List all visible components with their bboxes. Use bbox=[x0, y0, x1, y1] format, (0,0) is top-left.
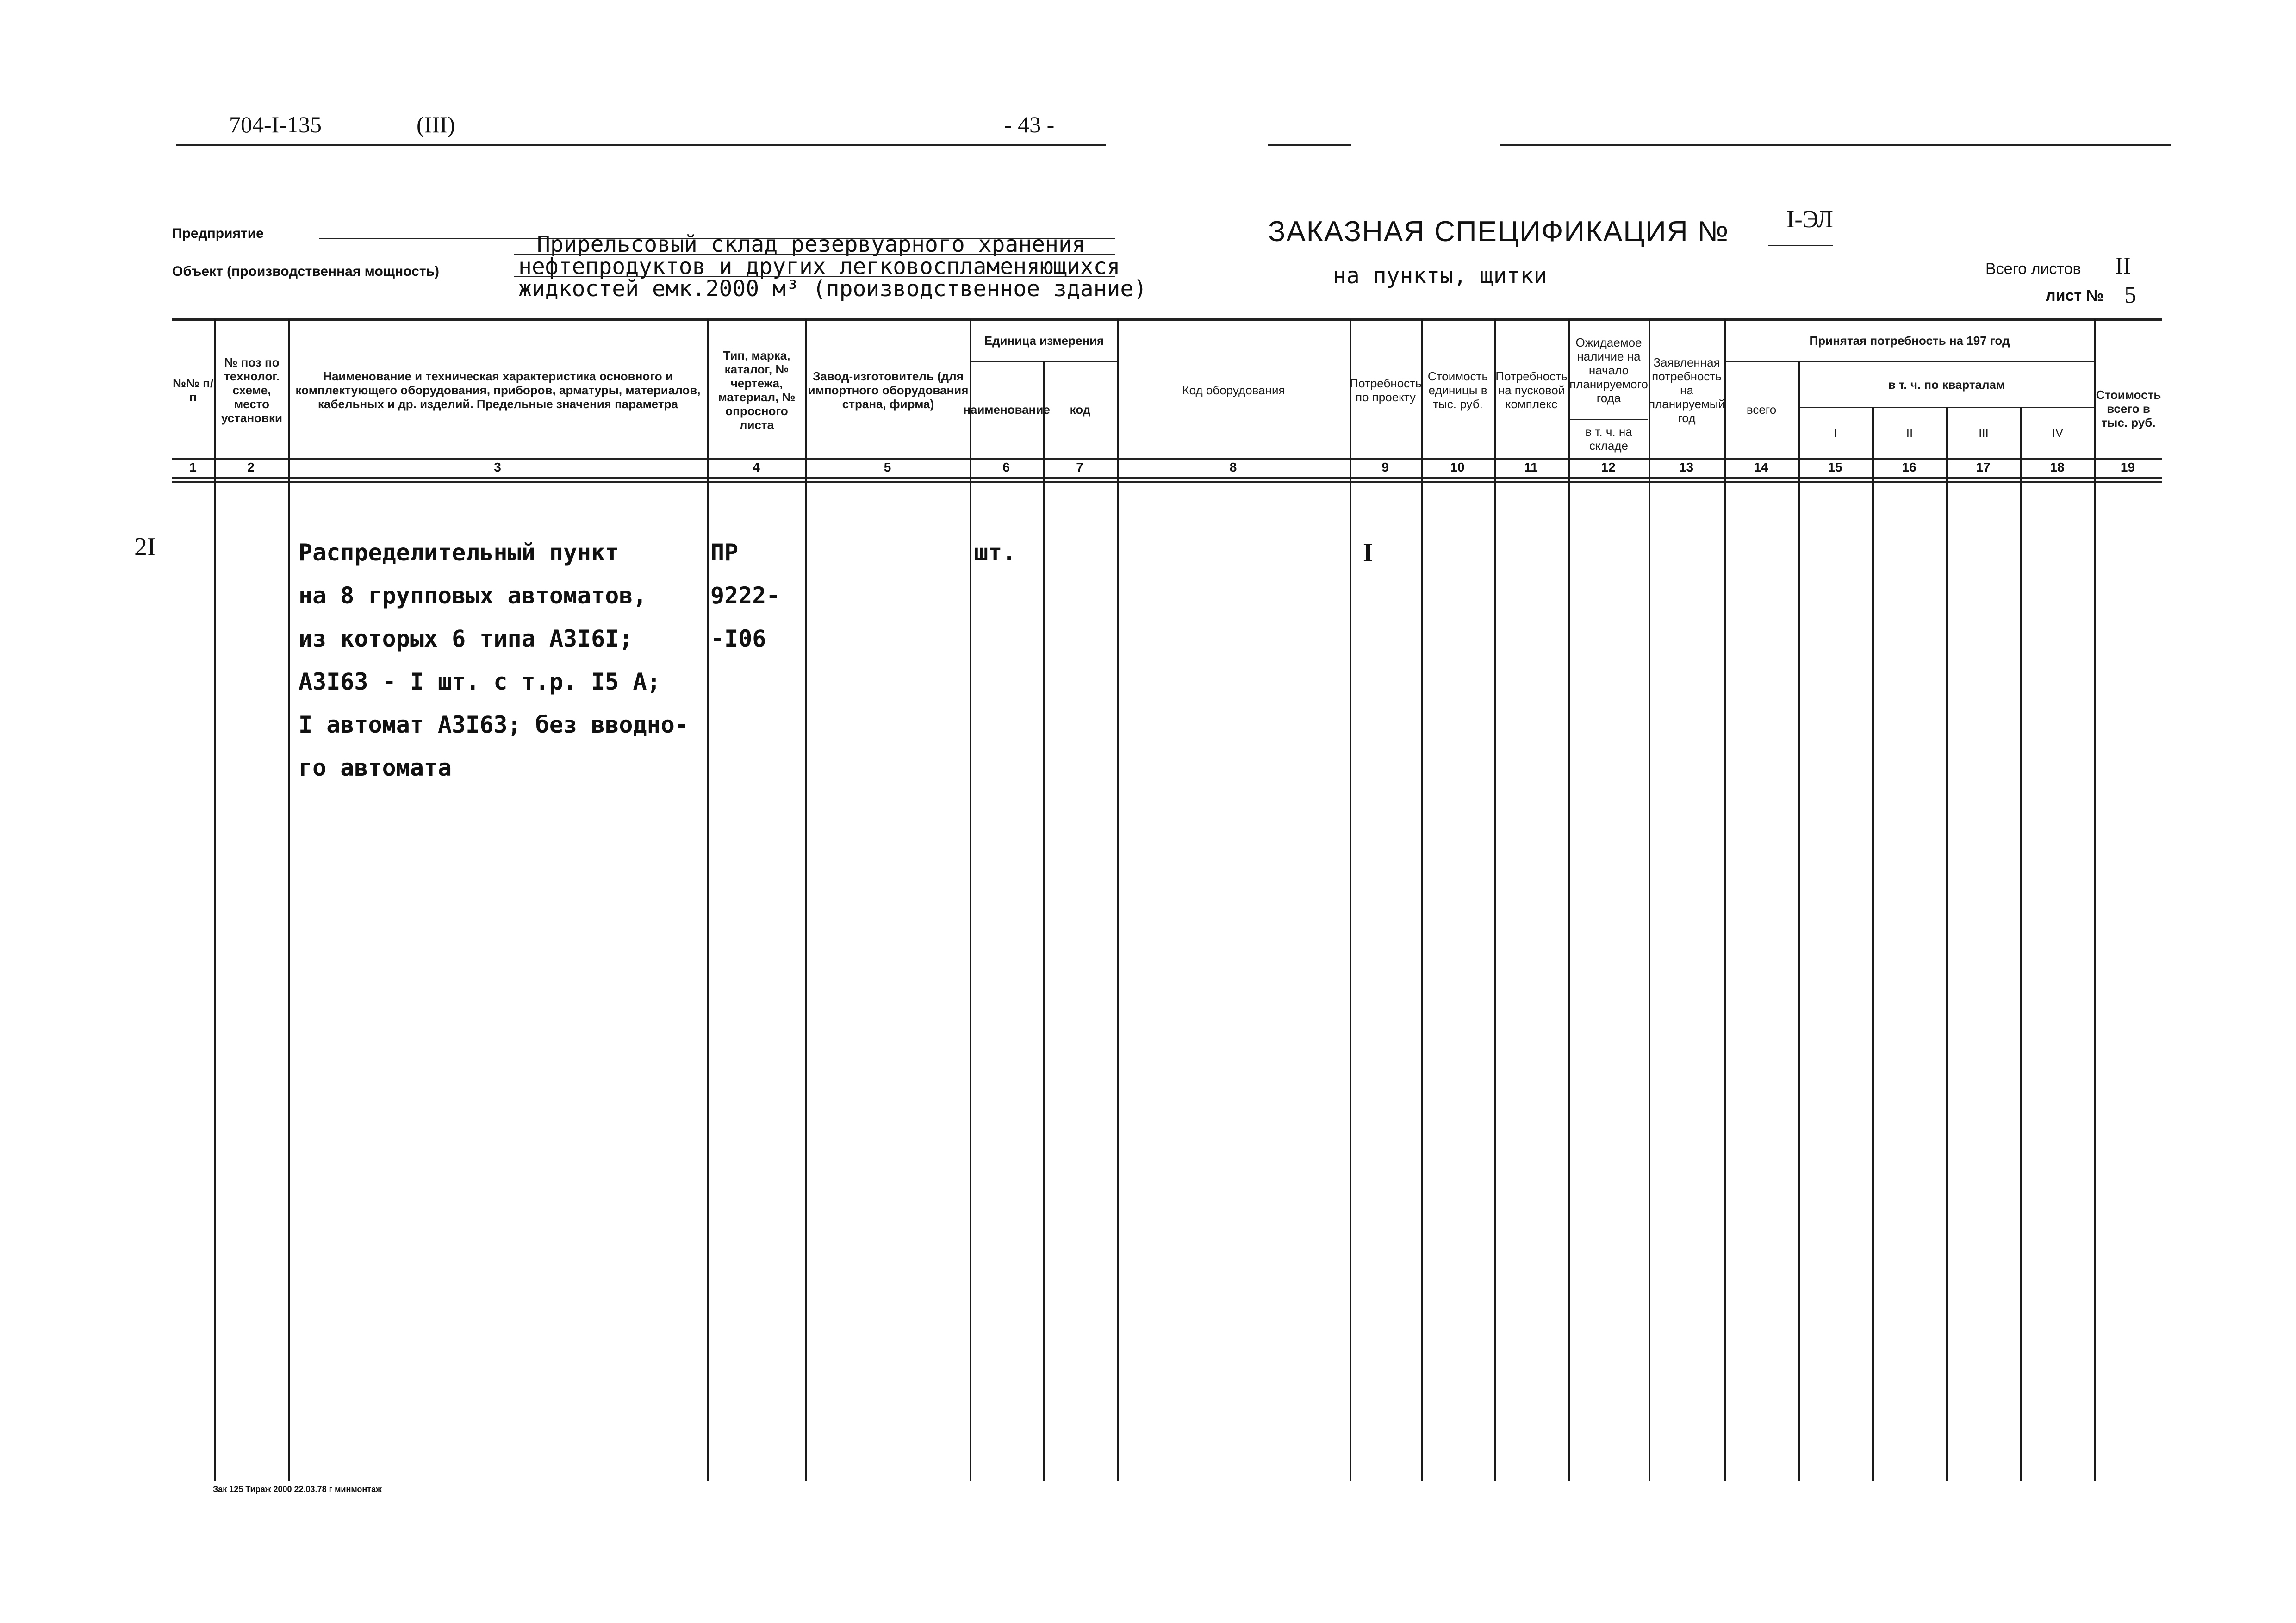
col-header-10: Стоимость единицы в тыс. руб. bbox=[1427, 369, 1488, 411]
col-line-16 bbox=[1946, 407, 1948, 1481]
col-header-6: наименование bbox=[963, 403, 1050, 417]
top-rule-2 bbox=[1268, 144, 1351, 146]
col-line-3 bbox=[707, 319, 709, 1481]
col-number-1: 1 bbox=[189, 460, 197, 474]
object-underline-1 bbox=[514, 254, 1115, 255]
col-line-2 bbox=[288, 319, 290, 1481]
col-line-6 bbox=[1043, 361, 1045, 1481]
object-label: Объект (производственная мощность) bbox=[172, 264, 439, 279]
col-line-5 bbox=[970, 319, 971, 1481]
stock-rule bbox=[1569, 419, 1648, 420]
sheet-value: 5 bbox=[2124, 282, 2136, 308]
col-header-4: Тип, марка, каталог, № чертежа, материал, № опросного листа bbox=[718, 348, 796, 432]
col-number-6: 6 bbox=[1002, 460, 1010, 474]
row-unit: шт. bbox=[974, 539, 1016, 566]
row-name-line-4: АЗI63 - I шт. с т.р. I5 А; bbox=[299, 668, 661, 695]
col-line-1 bbox=[214, 319, 216, 1481]
col-header-12: Ожидаемое наличие на начало планируемого года bbox=[1569, 336, 1648, 405]
total-sheets-label: Всего листов bbox=[1985, 260, 2081, 278]
col-line-14 bbox=[1798, 361, 1800, 1481]
row-type-line-1: ПР bbox=[710, 539, 739, 566]
col-number-15: 15 bbox=[1828, 460, 1842, 474]
enterprise-label: Предприятие bbox=[172, 226, 264, 241]
object-line-3: жидкостей емк.2000 м³ (производственное здание) bbox=[518, 276, 1147, 302]
page-number: - 43 - bbox=[1004, 112, 1055, 137]
row-name-line-6: го автомата bbox=[299, 754, 452, 781]
col-line-11 bbox=[1568, 319, 1570, 1481]
col-header-8: Код оборудования bbox=[1182, 383, 1285, 397]
col-header-3: Наименование и техническая характеристика основного и комплектующего оборудования, приборов, арматуры, материалов, кабельных и др. изделий. Предельные значения параметра bbox=[295, 369, 701, 411]
total-sheets-value: II bbox=[2115, 253, 2131, 279]
table-top-rule bbox=[172, 318, 2162, 321]
print-note: Зак 125 Тираж 2000 22.03.78 г минмонтаж bbox=[213, 1485, 382, 1494]
col-number-19: 19 bbox=[2120, 460, 2135, 474]
row-name-line-3: из которых 6 типа АЗI6I; bbox=[299, 625, 633, 652]
col-line-10 bbox=[1494, 319, 1496, 1481]
row-name-line-5: I автомат АЗI63; без вводно- bbox=[299, 711, 689, 738]
col-header-accepted-group: Принятая потребность на 197 год bbox=[1809, 334, 2010, 348]
col-header-1: №№ п/п bbox=[172, 376, 214, 404]
col-line-15 bbox=[1872, 407, 1874, 1481]
doc-part: (III) bbox=[417, 112, 455, 137]
col-number-3: 3 bbox=[494, 460, 501, 474]
spec-number: I-ЭЛ bbox=[1786, 206, 1833, 233]
col-header-7: код bbox=[1070, 403, 1091, 417]
col-header-5: Завод-изготовитель (для импортного оборудования страна, фирма) bbox=[808, 369, 969, 411]
header-numbers-bottom bbox=[172, 477, 2162, 479]
col-number-17: 17 bbox=[1976, 460, 1991, 474]
object-underline-2 bbox=[514, 276, 1115, 277]
col-header-14: всего bbox=[1746, 403, 1777, 417]
col-number-18: 18 bbox=[2050, 460, 2065, 474]
col-number-7: 7 bbox=[1076, 460, 1083, 474]
top-rule-3 bbox=[1500, 144, 2171, 146]
spec-subtitle: на пункты, щитки bbox=[1333, 263, 1547, 289]
col-number-5: 5 bbox=[884, 460, 891, 474]
top-rule bbox=[176, 144, 1106, 146]
col-number-16: 16 bbox=[1902, 460, 1916, 474]
col-header-13: Заявленная потребность на планируемый год bbox=[1649, 355, 1725, 425]
col-header-q1: I bbox=[1834, 426, 1837, 440]
col-header-19: Стоимость всего в тыс. руб. bbox=[2096, 387, 2161, 429]
col-number-14: 14 bbox=[1754, 460, 1768, 474]
doc-code: 704-I-135 bbox=[229, 112, 322, 137]
row-type-line-3: -I06 bbox=[710, 625, 766, 652]
col-header-2: № поз по технолог. схеме, место установки bbox=[221, 355, 283, 425]
col-header-unit-group: Единица измерения bbox=[984, 334, 1104, 348]
col-number-13: 13 bbox=[1679, 460, 1694, 474]
col-line-12 bbox=[1649, 319, 1650, 1481]
accepted-group-rule bbox=[1724, 361, 2094, 362]
col-header-q2: II bbox=[1906, 426, 1913, 440]
row-name-line-2: на 8 групповых автоматов, bbox=[299, 582, 647, 609]
col-number-10: 10 bbox=[1450, 460, 1465, 474]
object-line-2: нефтепродуктов и других легковоспламеняющихся bbox=[518, 254, 1120, 280]
col-line-9 bbox=[1421, 319, 1423, 1481]
body-top bbox=[172, 481, 2162, 483]
spec-number-underline bbox=[1768, 245, 1833, 246]
col-line-7 bbox=[1117, 319, 1119, 1481]
row-number: 2I bbox=[134, 533, 156, 561]
col-header-11: Потребность на пусковой комплекс bbox=[1495, 369, 1568, 411]
col-number-2: 2 bbox=[247, 460, 255, 474]
col-header-quarter-group: в т. ч. по кварталам bbox=[1888, 378, 2005, 392]
col-number-9: 9 bbox=[1381, 460, 1389, 474]
object-line-1: Прирельсовый склад резервуарного хранения bbox=[537, 231, 1085, 257]
spec-title: ЗАКАЗНАЯ СПЕЦИФИКАЦИЯ № bbox=[1268, 216, 1730, 248]
col-header-12b: в т. ч. на складе bbox=[1585, 425, 1632, 453]
col-header-q3: III bbox=[1979, 426, 1989, 440]
row-type-line-2: 9222- bbox=[710, 582, 780, 609]
row-name bbox=[299, 531, 689, 790]
col-number-8: 8 bbox=[1229, 460, 1237, 474]
row-type bbox=[710, 531, 780, 660]
row-name-line-1: Распределительный пункт bbox=[299, 539, 619, 566]
col-line-18 bbox=[2094, 319, 2096, 1481]
col-line-8 bbox=[1350, 319, 1351, 1481]
col-number-12: 12 bbox=[1601, 460, 1616, 474]
row-quantity: I bbox=[1363, 538, 1373, 567]
col-header-9: Потребность по проекту bbox=[1350, 376, 1422, 404]
sheet-label: лист № bbox=[2046, 287, 2104, 305]
col-header-q4: IV bbox=[2052, 426, 2064, 440]
col-line-4 bbox=[805, 319, 807, 1481]
col-number-4: 4 bbox=[753, 460, 760, 474]
col-line-17 bbox=[2020, 407, 2022, 1481]
col-number-11: 11 bbox=[1524, 460, 1538, 474]
col-line-13 bbox=[1724, 319, 1726, 1481]
